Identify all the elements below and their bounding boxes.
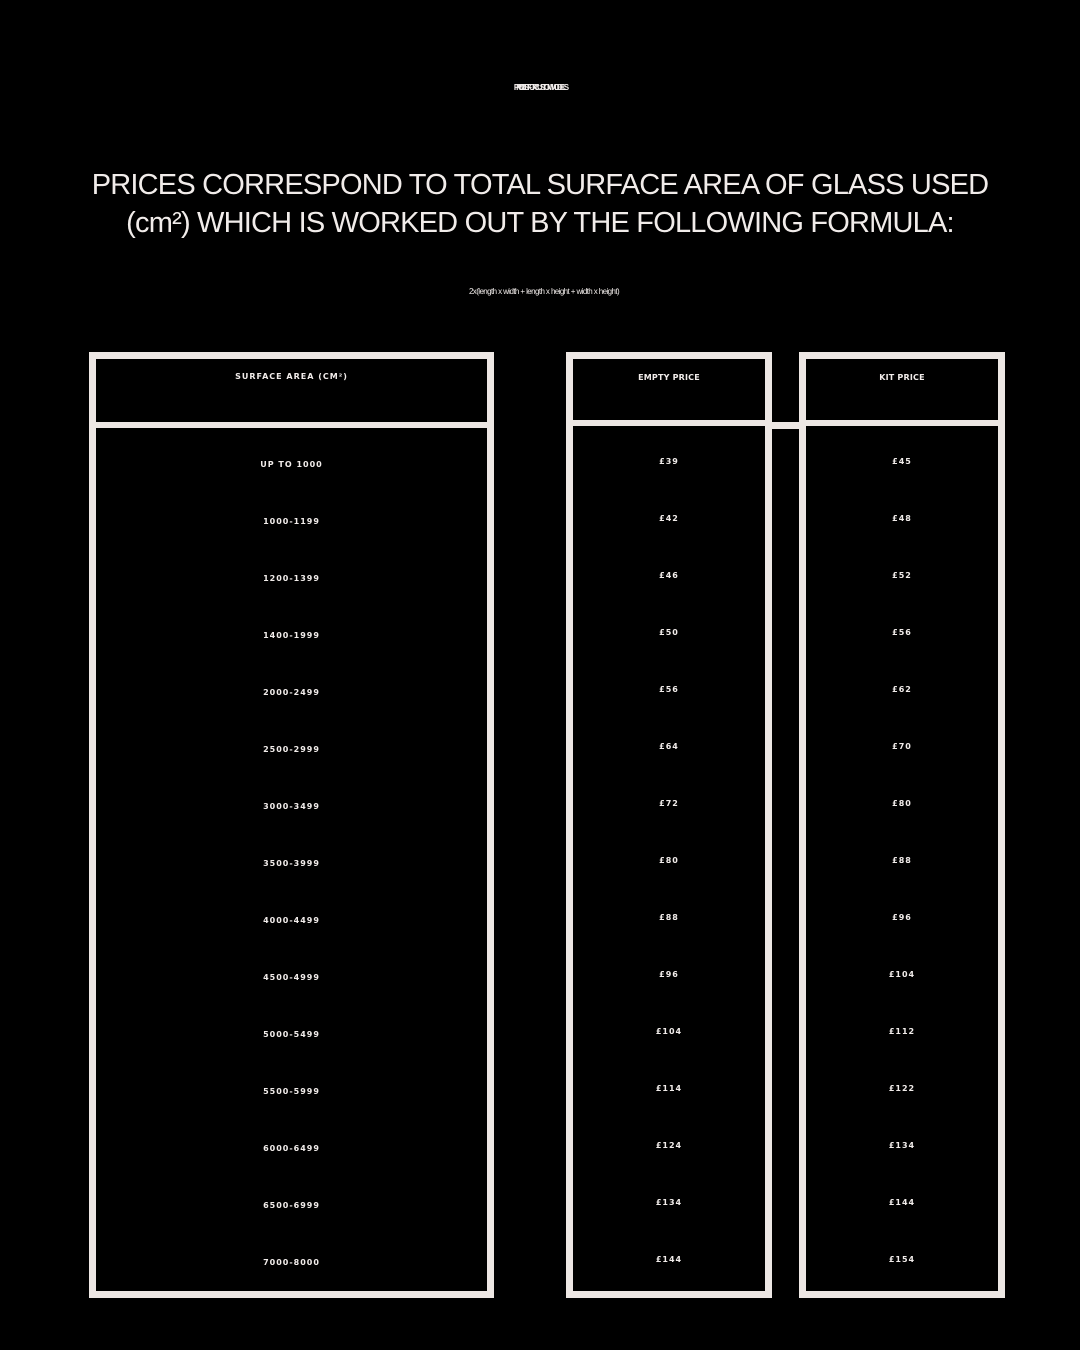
empty-price-cell: £114 bbox=[655, 1084, 683, 1093]
kit-price-divider bbox=[799, 420, 1005, 426]
kit-price-cell: £154 bbox=[888, 1255, 916, 1264]
kit-price-cell: £122 bbox=[888, 1084, 916, 1093]
empty-price-cell: £88 bbox=[659, 913, 679, 922]
kit-price-cell: £48 bbox=[892, 514, 912, 523]
kit-price-cell: £144 bbox=[888, 1198, 916, 1207]
kit-price-cell: £104 bbox=[888, 970, 916, 979]
surface-area-cell: 1000-1199 bbox=[263, 517, 320, 526]
empty-price-cell: £64 bbox=[659, 742, 679, 751]
kit-price-cell: £134 bbox=[888, 1141, 916, 1150]
surface-area-cell: 5000-5499 bbox=[263, 1030, 320, 1039]
empty-price-header: EMPTY PRICE bbox=[638, 373, 700, 382]
kit-price-cell: £56 bbox=[892, 628, 912, 637]
empty-price-cell: £42 bbox=[659, 514, 679, 523]
subtitle bbox=[60, 166, 1020, 242]
empty-price-cell: £80 bbox=[659, 856, 679, 865]
empty-price-cell: £134 bbox=[655, 1198, 683, 1207]
surface-area-column bbox=[89, 352, 494, 1298]
empty-price-cell: £144 bbox=[655, 1255, 683, 1264]
subtitle-line-2: (cm²) WHICH IS WORKED OUT BY THE FOLLOWING FORMULA: bbox=[126, 207, 954, 239]
empty-price-cell: £104 bbox=[655, 1027, 683, 1036]
surface-area-cell: 5500-5999 bbox=[263, 1087, 320, 1096]
surface-area-cell: 4500-4999 bbox=[263, 973, 320, 982]
surface-area-cell: 2000-2499 bbox=[263, 688, 320, 697]
surface-area-cell: UP TO 1000 bbox=[260, 460, 323, 469]
kit-price-cell: £80 bbox=[892, 799, 912, 808]
surface-area-cell: 6500-6999 bbox=[263, 1201, 320, 1210]
kit-price-cell: £70 bbox=[892, 742, 912, 751]
surface-area-cell: 4000-4499 bbox=[263, 916, 320, 925]
kit-price-header: KIT PRICE bbox=[879, 373, 925, 382]
empty-price-column bbox=[566, 352, 772, 1298]
empty-price-cell: £72 bbox=[659, 799, 679, 808]
surface-area-cell: 3500-3999 bbox=[263, 859, 320, 868]
page-title: PRICE LIST FOR CUSTOM MODELS bbox=[513, 83, 567, 92]
empty-price-cell: £56 bbox=[659, 685, 679, 694]
surface-area-cell: 6000-6499 bbox=[263, 1144, 320, 1153]
surface-area-cell: 1200-1399 bbox=[263, 574, 320, 583]
surface-area-cell: 2500-2999 bbox=[263, 745, 320, 754]
kit-price-cell: £112 bbox=[888, 1027, 916, 1036]
surface-area-cell: 1400-1999 bbox=[263, 631, 320, 640]
kit-price-cell: £88 bbox=[892, 856, 912, 865]
empty-price-cell: £96 bbox=[659, 970, 679, 979]
empty-price-cell: £124 bbox=[655, 1141, 683, 1150]
kit-price-cell: £52 bbox=[892, 571, 912, 580]
surface-area-cell: 3000-3499 bbox=[263, 802, 320, 811]
kit-price-cell: £62 bbox=[892, 685, 912, 694]
kit-price-column bbox=[799, 352, 1005, 1298]
kit-price-cell: £45 bbox=[892, 457, 912, 466]
formula: 2x(length x width + length x height + width x height) bbox=[468, 287, 620, 296]
surface-area-divider bbox=[89, 422, 494, 428]
subtitle-line-1: PRICES CORRESPOND TO TOTAL SURFACE AREA OF GLASS USED bbox=[91, 169, 989, 201]
empty-price-divider bbox=[566, 420, 772, 426]
surface-area-cell: 7000-8000 bbox=[263, 1258, 320, 1267]
kit-price-cell: £96 bbox=[892, 913, 912, 922]
empty-price-cell: £50 bbox=[659, 628, 679, 637]
empty-price-cell: £39 bbox=[659, 457, 679, 466]
empty-price-cell: £46 bbox=[659, 571, 679, 580]
surface-area-header: SURFACE AREA (CM²) bbox=[235, 372, 348, 381]
